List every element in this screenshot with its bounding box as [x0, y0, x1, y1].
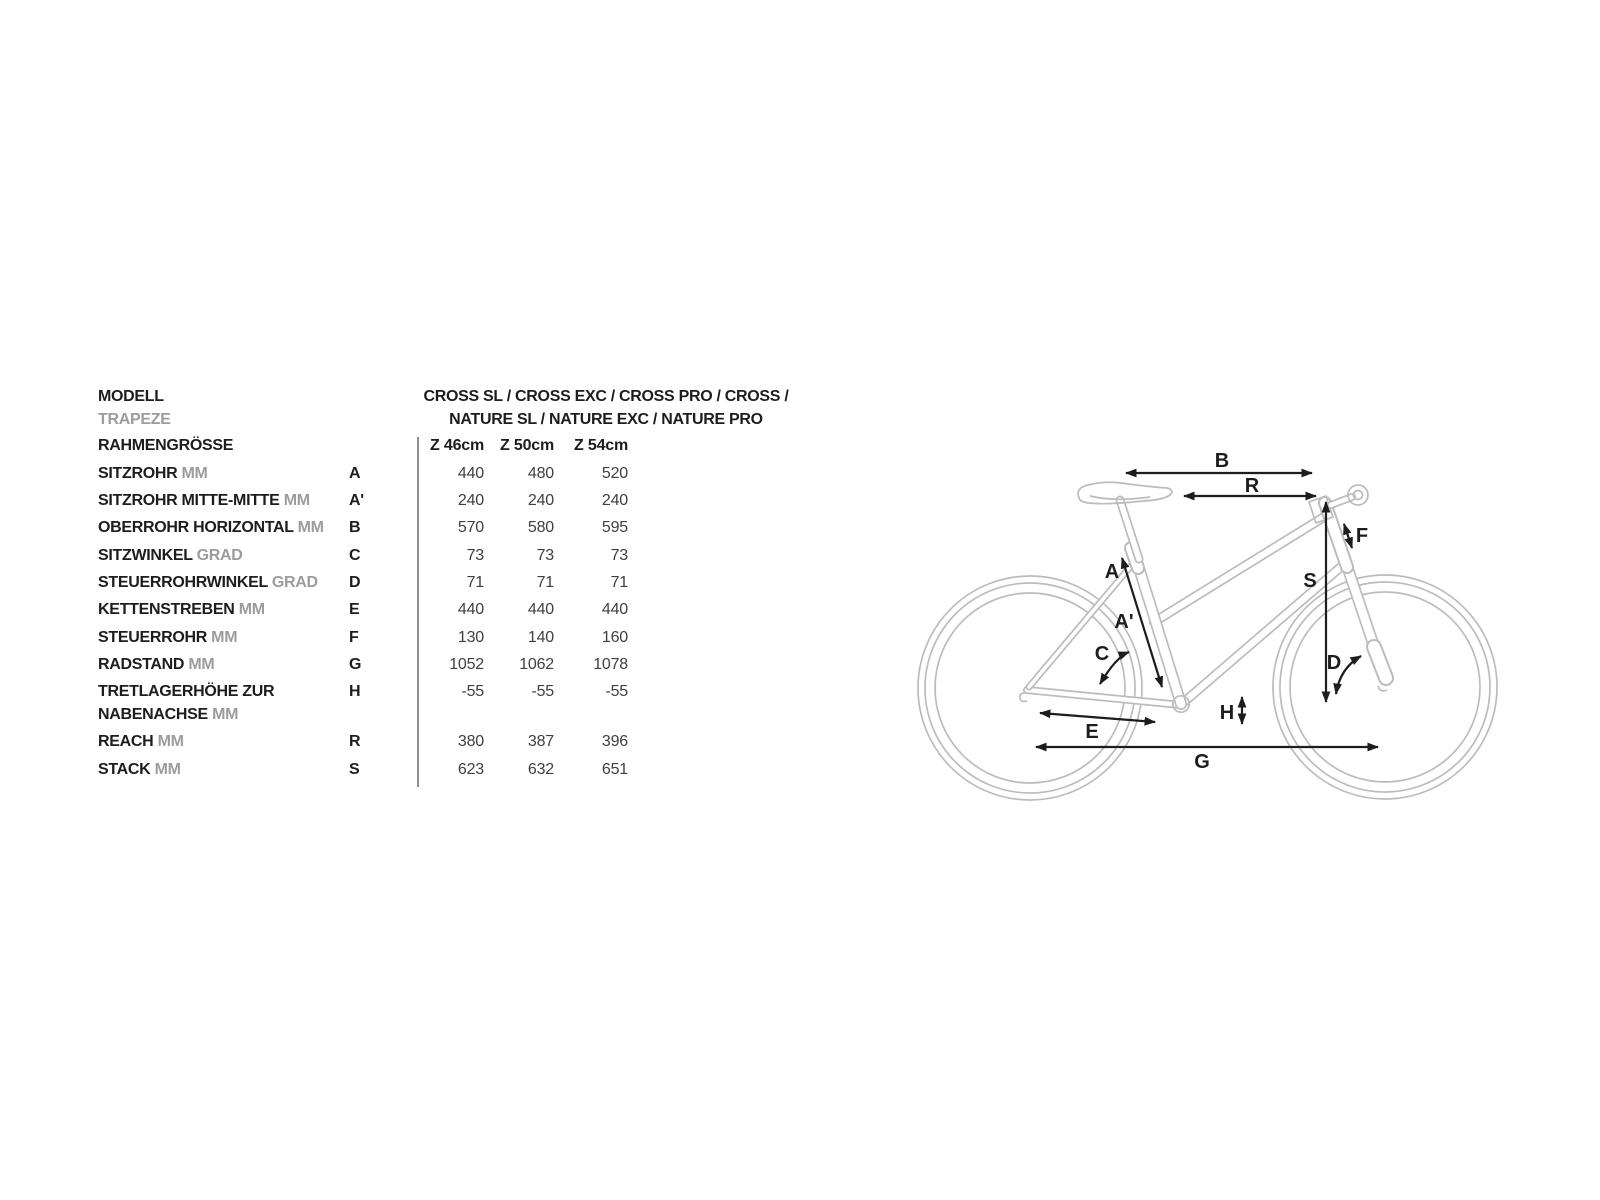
- row-unit: MM: [238, 601, 265, 618]
- bike-geometry-diagram: [880, 430, 1510, 825]
- row-value: 1078: [593, 656, 628, 673]
- row-letter: G: [349, 656, 362, 673]
- row-value: 651: [601, 761, 628, 778]
- dim-label-C: C: [1094, 643, 1110, 665]
- table-row: [98, 681, 643, 703]
- row-letter: R: [349, 733, 361, 750]
- row-unit: MM: [211, 629, 238, 646]
- row-unit: MM: [181, 465, 208, 482]
- row-label: NABENACHSE: [98, 706, 208, 723]
- rear-dropout: [1020, 693, 1027, 702]
- table-row: [98, 490, 643, 512]
- row-unit: MM: [188, 656, 215, 673]
- row-value: 595: [601, 519, 628, 536]
- dim-label-G: G: [1194, 751, 1210, 773]
- row-letter: B: [349, 519, 361, 536]
- dim-label-R: R: [1244, 475, 1260, 497]
- row-label: STEUERROHR: [98, 629, 208, 646]
- model-list-line1: CROSS SL / CROSS EXC / CROSS PRO / CROSS /: [423, 388, 789, 405]
- size-header: Z 54cm: [574, 437, 628, 454]
- row-value: 623: [457, 761, 484, 778]
- dim-label-F: F: [1355, 525, 1369, 547]
- row-value: -55: [531, 683, 554, 700]
- row-value: 73: [466, 547, 484, 564]
- row-value: 632: [527, 761, 554, 778]
- saddle: [1078, 482, 1172, 503]
- row-value: 440: [601, 601, 628, 618]
- row-letter: S: [349, 761, 360, 778]
- row-value: 440: [457, 465, 484, 482]
- row-value: 570: [457, 519, 484, 536]
- row-label: TRETLAGERHÖHE ZUR: [98, 683, 275, 700]
- table-row-continuation: [98, 704, 643, 726]
- row-value: 580: [527, 519, 554, 536]
- model-name: TRAPEZE: [98, 411, 171, 428]
- dim-label-A: A: [1104, 561, 1120, 583]
- row-label: RADSTAND: [98, 656, 185, 673]
- row-value: 73: [536, 547, 554, 564]
- row-value: 71: [466, 574, 484, 591]
- row-value: 520: [601, 465, 628, 482]
- row-unit: MM: [157, 733, 184, 750]
- row-value: 160: [601, 629, 628, 646]
- table-row: [98, 731, 643, 753]
- row-unit: MM: [154, 761, 181, 778]
- row-value: 240: [527, 492, 554, 509]
- row-value: 71: [536, 574, 554, 591]
- row-value: 396: [601, 733, 628, 750]
- row-value: 387: [527, 733, 554, 750]
- row-value: 240: [457, 492, 484, 509]
- table-row: [98, 759, 643, 781]
- row-letter: D: [349, 574, 361, 591]
- front-dropout: [1378, 686, 1387, 691]
- row-label: SITZROHR: [98, 465, 178, 482]
- model-list: [416, 385, 796, 431]
- row-value: 380: [457, 733, 484, 750]
- row-letter: F: [349, 629, 359, 646]
- row-value: 71: [610, 574, 628, 591]
- row-label: STEUERROHRWINKEL: [98, 574, 268, 591]
- row-value: 1052: [449, 656, 484, 673]
- geometry-table: [98, 385, 789, 795]
- row-unit: GRAD: [196, 547, 243, 564]
- row-label: REACH: [98, 733, 154, 750]
- table-row: [98, 599, 643, 621]
- dim-label-E: E: [1085, 721, 1099, 743]
- row-value: 480: [527, 465, 554, 482]
- row-unit: MM: [297, 519, 324, 536]
- row-label: OBERROHR HORIZONTAL: [98, 519, 294, 536]
- row-letter: A: [349, 465, 361, 482]
- table-row: [98, 545, 643, 567]
- row-unit: GRAD: [271, 574, 318, 591]
- row-unit: MM: [212, 706, 239, 723]
- row-label: STACK: [98, 761, 151, 778]
- dimension-arrows: [1036, 473, 1378, 747]
- size-header: Z 46cm: [430, 437, 484, 454]
- row-value: 130: [457, 629, 484, 646]
- table-row: [98, 627, 643, 649]
- front-wheel: [1273, 575, 1497, 799]
- row-letter: E: [349, 601, 360, 618]
- row-value: 1062: [519, 656, 554, 673]
- table-row: [98, 572, 643, 594]
- row-label: SITZROHR MITTE-MITTE: [98, 492, 280, 509]
- dim-label-S: S: [1303, 570, 1317, 592]
- row-unit: MM: [283, 492, 310, 509]
- row-letter: C: [349, 547, 361, 564]
- dim-label-B: B: [1214, 450, 1230, 472]
- row-value: 73: [610, 547, 628, 564]
- row-value: -55: [461, 683, 484, 700]
- frame-size-label: RAHMENGRÖSSE: [98, 437, 234, 454]
- size-header: Z 50cm: [500, 437, 554, 454]
- row-value: -55: [605, 683, 628, 700]
- row-letter: A': [349, 492, 364, 509]
- model-label: MODELL: [98, 388, 164, 405]
- size-header-row: [98, 435, 643, 457]
- row-value: 240: [601, 492, 628, 509]
- table-row: [98, 463, 643, 485]
- model-list-line2: NATURE SL / NATURE EXC / NATURE PRO: [449, 411, 763, 428]
- row-label: SITZWINKEL: [98, 547, 193, 564]
- table-row: [98, 654, 643, 676]
- dim-label-H: H: [1219, 702, 1235, 724]
- dim-label-D: D: [1326, 652, 1342, 674]
- row-value: 140: [527, 629, 554, 646]
- dim-label-A2: A': [1114, 611, 1134, 633]
- row-value: 440: [527, 601, 554, 618]
- table-row: [98, 517, 643, 539]
- row-label: KETTENSTREBEN: [98, 601, 235, 618]
- row-value: 440: [457, 601, 484, 618]
- row-letter: H: [349, 683, 361, 700]
